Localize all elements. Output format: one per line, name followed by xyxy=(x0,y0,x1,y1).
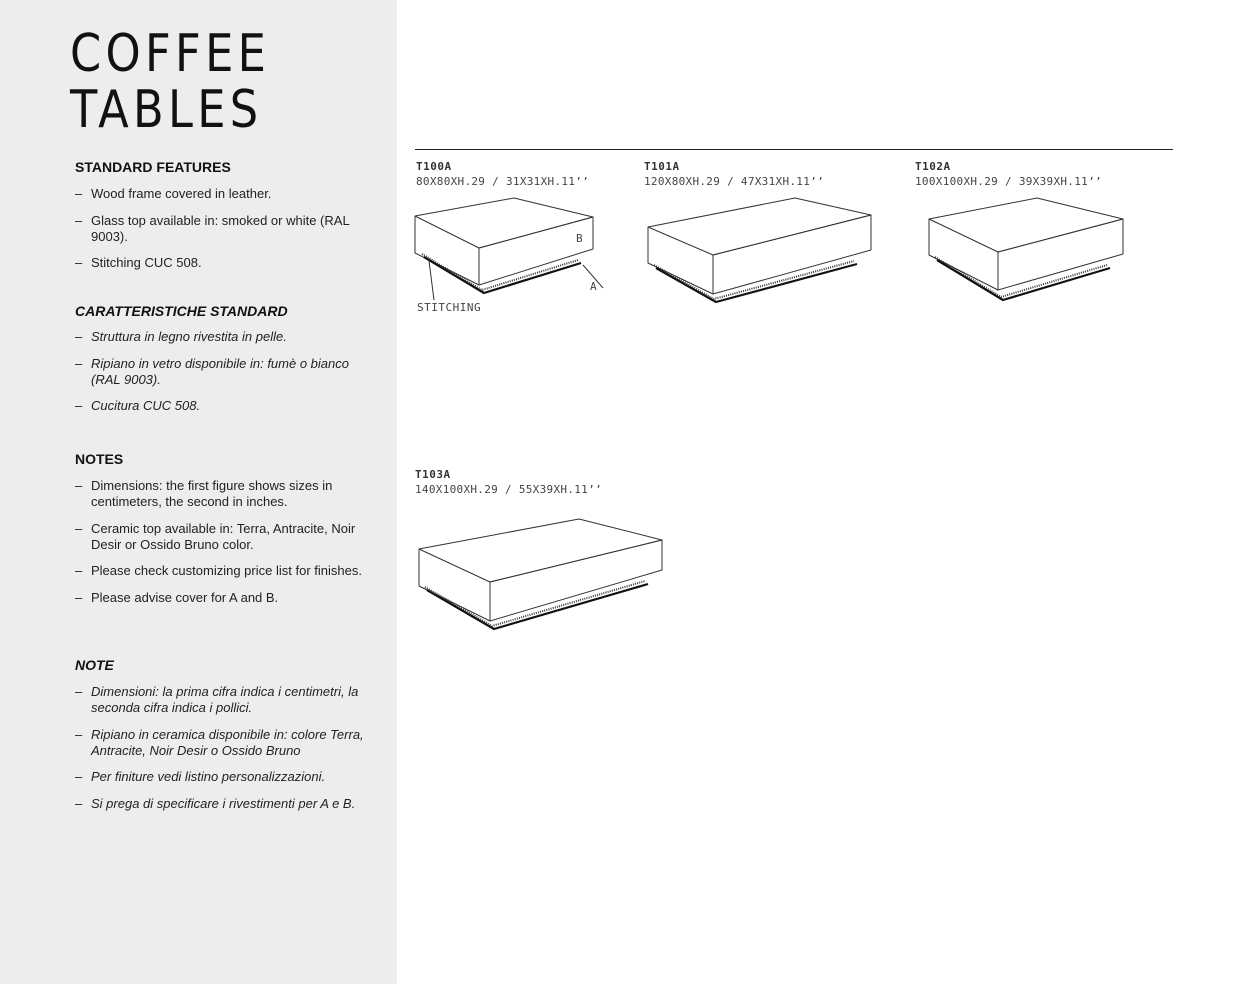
table-base xyxy=(424,257,581,293)
list-item: – Per finiture vedi listino personalizzazioni. xyxy=(75,769,375,785)
table-base xyxy=(937,260,1110,300)
product-code-t102a: T102A xyxy=(915,160,951,173)
table-drawing-t102a xyxy=(915,190,1135,320)
sidebar-panel xyxy=(0,0,397,984)
list-item: – Ripiano in vetro disponibile in: fumè o bianco (RAL 9003). xyxy=(75,356,375,388)
product-code-t100a: T100A xyxy=(416,160,452,173)
table-body-left-face xyxy=(419,549,490,621)
callout-a-label: A xyxy=(590,280,598,293)
note-heading: NOTE xyxy=(75,657,114,673)
page-title-line-2: TABLES xyxy=(70,80,263,140)
table-body-front-face xyxy=(479,217,593,285)
list-item: – Wood frame covered in leather. xyxy=(75,186,375,202)
standard-features-list xyxy=(75,186,375,282)
list-item: – Ripiano in ceramica disponibile in: colore Terra, Antracite, Noir Desir o Ossido Bruno xyxy=(75,727,375,759)
callout-b-label: B xyxy=(576,232,584,245)
table-body-left-face xyxy=(929,219,998,290)
notes-heading: NOTES xyxy=(75,451,124,467)
product-dims-t101a: 120X80XH.29 / 47X31XH.11’’ xyxy=(644,175,824,188)
list-item: – Please check customizing price list for finishes. xyxy=(75,563,375,579)
stitching-label: STITCHING xyxy=(417,301,482,314)
note-list xyxy=(75,684,375,822)
table-body-left-face xyxy=(415,216,479,285)
list-item: – Glass top available in: smoked or white (RAL 9003). xyxy=(75,213,375,245)
table-body-left-face xyxy=(648,227,713,294)
table-top-surface xyxy=(648,198,871,255)
product-dims-t102a: 100X100XH.29 / 39X39XH.11’’ xyxy=(915,175,1102,188)
list-item: – Dimensions: the first figure shows sizes in centimeters, the second in inches. xyxy=(75,478,375,510)
list-item: – Dimensioni: la prima cifra indica i centimetri, la seconda cifra indica i pollici. xyxy=(75,684,375,716)
list-item: – Please advise cover for A and B. xyxy=(75,590,375,606)
list-item: – Cucitura CUC 508. xyxy=(75,398,375,414)
product-code-t101a: T101A xyxy=(644,160,680,173)
list-item: – Ceramic top available in: Terra, Antracite, Noir Desir or Ossido Bruno color. xyxy=(75,521,375,553)
table-top-surface xyxy=(415,198,593,248)
table-drawing-t103a xyxy=(410,510,670,640)
table-drawing-t100a xyxy=(400,190,620,330)
product-dims-t100a: 80X80XH.29 / 31X31XH.11’’ xyxy=(416,175,590,188)
caratteristiche-standard-list xyxy=(75,329,375,425)
table-top-surface xyxy=(929,198,1123,252)
stitching-leader-line xyxy=(429,261,434,300)
notes-list xyxy=(75,478,375,616)
table-drawing-t101a xyxy=(640,190,880,320)
table-top-surface xyxy=(419,519,662,582)
standard-features-heading: STANDARD FEATURES xyxy=(75,159,231,175)
caratteristiche-standard-heading: CARATTERISTICHE STANDARD xyxy=(75,303,288,319)
product-code-t103a: T103A xyxy=(415,468,451,481)
list-item: – Si prega di specificare i rivestimenti per A e B. xyxy=(75,796,375,812)
stitching-line xyxy=(425,581,645,626)
list-item: – Stitching CUC 508. xyxy=(75,255,375,271)
header-divider xyxy=(415,149,1173,150)
list-item: – Struttura in legno rivestita in pelle. xyxy=(75,329,375,345)
table-base xyxy=(656,264,857,302)
table-body-front-face xyxy=(490,540,662,621)
page-title-line-1: COFFEE xyxy=(70,24,271,84)
product-dims-t103a: 140X100XH.29 / 55X39XH.11’’ xyxy=(415,483,602,496)
